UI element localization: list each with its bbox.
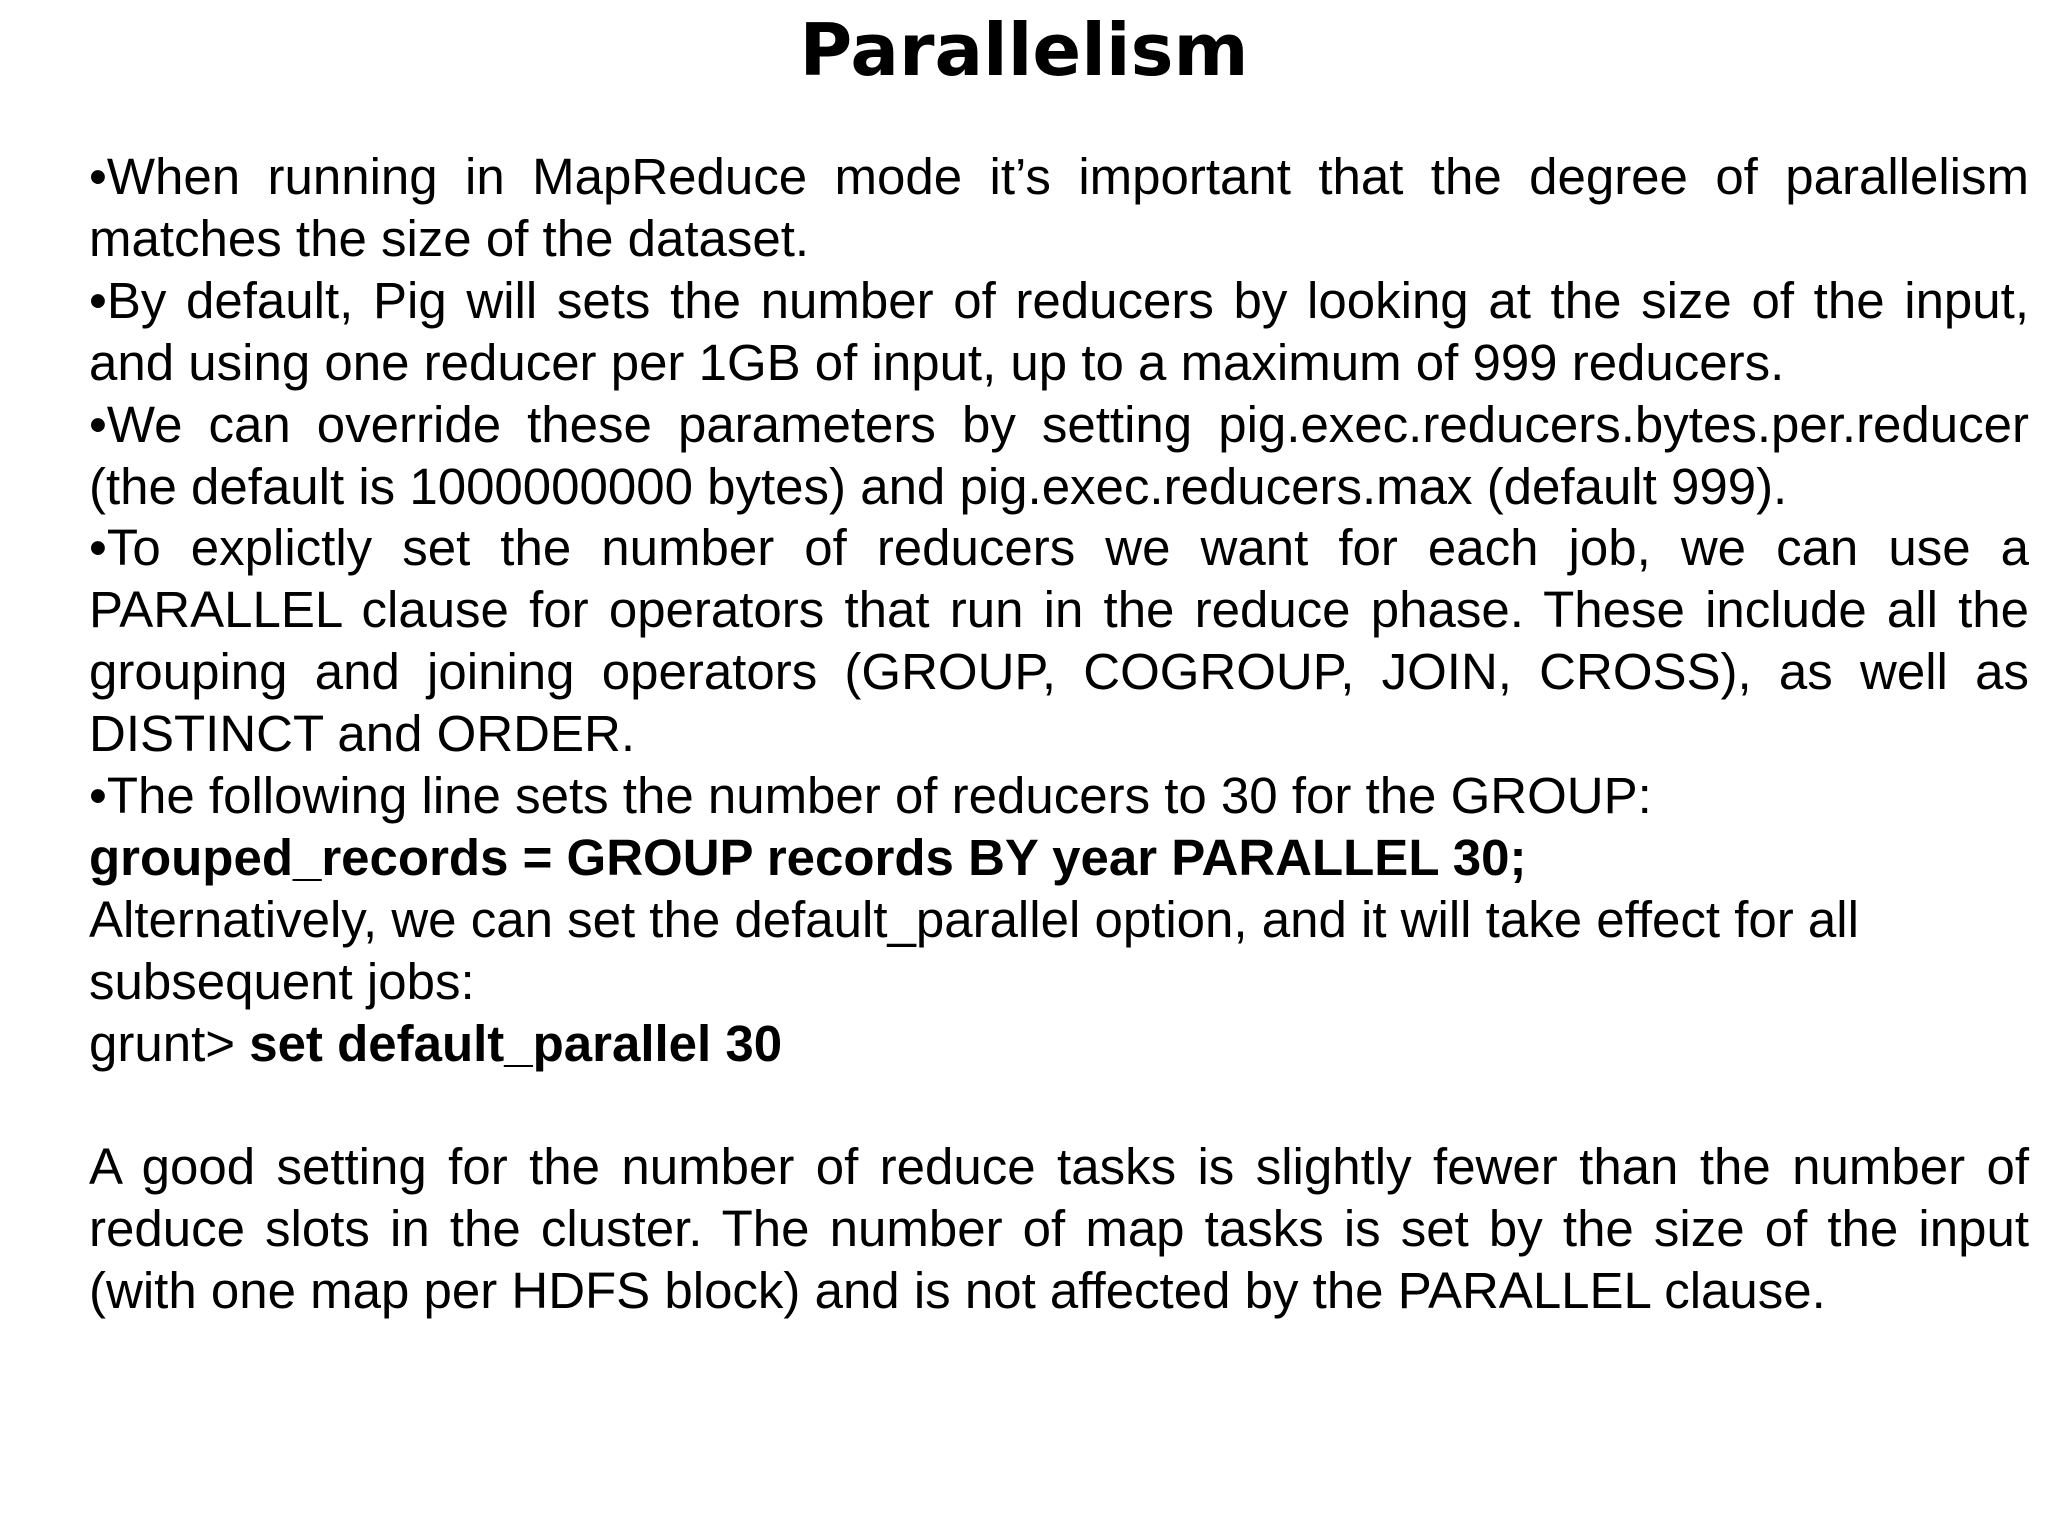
spacer xyxy=(89,1075,2029,1137)
grunt-command-line xyxy=(89,1013,2029,1075)
code-grouped-records: grouped_records = GROUP records BY year PARALLEL 30; xyxy=(89,828,1527,886)
slide-title: Parallelism xyxy=(799,8,1249,92)
grunt-command: set default_parallel 30 xyxy=(249,1014,783,1072)
closing-paragraph: A good setting for the number of reduce tasks is slightly fewer than the number of reduce slots in the cluster. The number of map tasks is set by the size of the input (with one map per HDFS block) and is not affected by the PARALLEL clause. xyxy=(89,1138,2029,1320)
bullet-override-parameters: •We can override these parameters by setting pig.exec.reducers.bytes.per.reducer (the default is 1000000000 bytes) and pig.exec.reducers.max (default 999). xyxy=(89,395,2029,515)
alternative-text: Alternatively, we can set the default_parallel option, and it will take effect for all subsequent jobs: xyxy=(89,890,1859,1010)
bullet-following-line: •The following line sets the number of reducers to 30 for the GROUP: xyxy=(89,767,1652,825)
bullet-parallelism-dataset: •When running in MapReduce mode it’s important that the degree of parallelism matches the size of the dataset. xyxy=(89,148,2029,267)
slide-body xyxy=(89,146,2029,1322)
grunt-prompt: grunt> xyxy=(89,1014,250,1072)
bullet-parallel-clause: •To explictly set the number of reducers we want for each job, we can use a PARALLEL clause for operators that run in the reduce phase. These include all the grouping and joining operators (GROUP, COGROUP, JOIN, CROSS), as well as DISTINCT and ORDER. xyxy=(89,519,2029,763)
bullet-default-reducers: •By default, Pig will sets the number of reducers by looking at the size of the input, and using one reducer per 1GB of input, up to a maximum of 999 reducers. xyxy=(89,271,2029,391)
